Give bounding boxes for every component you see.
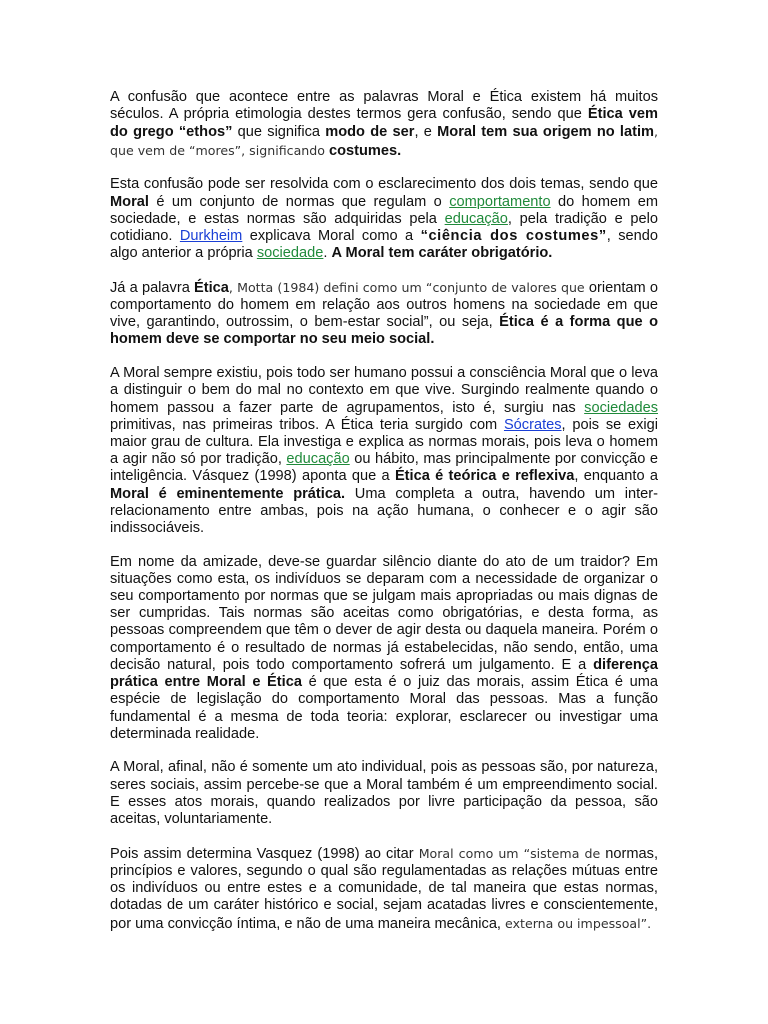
link-socrates[interactable]: Sócrates	[503, 416, 562, 433]
bold-text: Moral tem sua origem no latim	[437, 124, 654, 141]
bold-text: Ética vem do grego “ethos”	[110, 106, 658, 141]
link-sociedades[interactable]: sociedades	[584, 399, 658, 416]
text: .	[323, 245, 332, 262]
bold-text: diferença prática entre Moral e Ética	[110, 656, 658, 691]
text: Pois assim determina Vasquez (1998) ao citar	[110, 845, 419, 862]
text: ou hábito, mas principalmente por convicção e inteligência. Vásquez (1998) aponta que a	[110, 451, 659, 485]
text: Em nome da amizade, deve-se guardar silêncio diante do ato de um traidor? Em situações como esta, os indivíduos se deparam com a necessidade de organizar o seu comportamento por normas que se julgam mais apropriadas ou mais dignas de ser cumpridas. Tais normas são aceitas como obrigatórias, e desta forma, as pessoas compreendem que têm o dever de agir desta ou daquela maneira. Porém o comportamento é o resultado de normas já estabelecidas, não sendo, então, uma decisão natural, pois todo comportamento sofrerá um julgamento. E a	[110, 553, 658, 673]
text: externa ou impessoal”.	[505, 915, 652, 931]
bold-text: Ética	[194, 279, 229, 296]
text: Já a palavra	[110, 279, 195, 296]
text: , pois se exigi maior grau de cultura. Ela investiga e explica as normas morais, pois leva o homem a agir não só por tradição,	[110, 416, 658, 468]
text: primitivas, nas primeiras tribos. A Ética teria surgido com	[110, 416, 504, 433]
link-educacao-2[interactable]: educação	[286, 451, 350, 468]
bold-text: modo de ser	[325, 124, 415, 141]
text: , e	[414, 124, 438, 141]
bold-text: A Moral tem caráter obrigatório.	[331, 245, 553, 262]
link-comportamento[interactable]: comportamento	[449, 193, 551, 210]
text: Moral como um “sistema de	[418, 845, 601, 861]
bold-text: costumes.	[328, 142, 402, 159]
paragraph-4	[110, 365, 658, 537]
text: , enquanto a	[574, 468, 658, 485]
text: do homem em sociedade, e estas normas são adquiridas pela	[110, 193, 658, 227]
paragraph-1	[110, 89, 658, 160]
text: é que esta é o juiz das morais, assim Ética é uma espécie de legislação do comportamento Moral das pessoas. Mas a função fundamental é a mesma de toda teoria: explorar, esclarecer ou investigar uma determinada realidade.	[110, 674, 658, 742]
text: A confusão que acontece entre as palavras Moral e Ética existem há muitos séculos. A própria etimologia destes termos gera confusão, sendo que	[110, 89, 658, 123]
link-durkheim[interactable]: Durkheim	[179, 227, 243, 244]
text: que significa	[232, 124, 326, 141]
bold-text: Moral	[110, 193, 149, 210]
text: orientam o comportamento do homem em relação aos outros homens na sociedade em que vive, garantindo, outrossim, o bem-estar social”, ou seja,	[110, 279, 659, 331]
paragraph-3	[110, 279, 658, 349]
link-sociedade[interactable]: sociedade	[256, 245, 324, 262]
bold-text: Moral é eminentemente prática.	[110, 485, 346, 502]
text: A Moral sempre existiu, pois todo ser humano possui a consciência Moral que o leva a distinguir o bem do mal no contexto em que vive. Surgindo realmente quando o homem passou a fazer parte de agrupamentos, isto é, surgiu nas	[110, 365, 658, 416]
text: normas, princípios e valores, segundo o qual são regulamentadas as relações mútuas entre os indivíduos ou entre estes e a comunidade, de tal maneira que estas normas, dotadas de um caráter histórico e social, sejam acatadas livres e conscientemente, por uma convicção íntima, e não de uma maneira mecânica,	[110, 845, 659, 932]
text: , pela tradição e pelo cotidiano.	[110, 210, 658, 244]
bold-text: Ética é a forma que o homem deve se comportar no seu meio social.	[110, 314, 658, 348]
paragraph-5	[110, 554, 658, 743]
text: A Moral, afinal, não é somente um ato individual, pois as pessoas são, por natureza, seres sociais, assim percebe-se que a Moral também é um empreendimento social. E esses atos morais, quando realizados por livre participação da pessoa, são aceitas, voluntariamente.	[110, 759, 658, 828]
text: , sendo algo anterior a própria	[110, 227, 658, 262]
text: Uma completa a outra, havendo um inter-relacionamento entre ambas, pois na ação humana, o conhecer e o agir são indissociáveis.	[110, 485, 658, 536]
link-educacao[interactable]: educação	[444, 210, 508, 227]
bold-text: “ciência dos costumes”	[420, 227, 607, 244]
bold-text: Ética é teórica e reflexiva	[394, 468, 575, 485]
text: Esta confusão pode ser resolvida com o esclarecimento dos dois temas, sendo que	[110, 176, 658, 193]
text: , Motta (1984) defini como um “conjunto de valores que	[228, 279, 585, 295]
paragraph-6	[110, 759, 658, 828]
text: é um conjunto de normas que regulam o	[148, 193, 450, 210]
text: explicava Moral como a	[242, 227, 421, 244]
paragraph-7	[110, 845, 658, 933]
paragraph-2	[110, 176, 658, 262]
document-body	[110, 89, 658, 949]
text: , que vem de “mores”, significando	[110, 124, 658, 158]
